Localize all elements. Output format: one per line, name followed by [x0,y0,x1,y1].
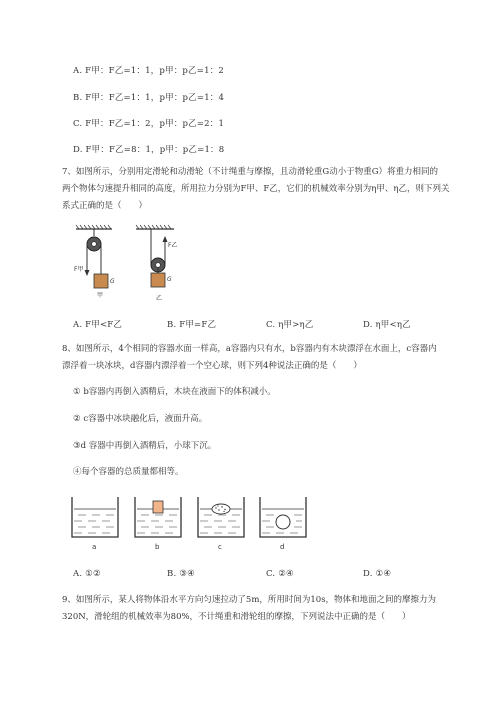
q8-option-d: D. ①④ [363,569,392,579]
q8-option-b: B. ③④ [167,569,195,579]
q8-statement-3: ③d 容器中再倒入酒精后，小球下沉。 [73,441,217,451]
q8-option-a: A. ①② [73,569,101,579]
right-force-label: F乙 [168,242,178,249]
q7-text-line-1: 7、如图所示，分别用定滑轮和动滑轮（不计绳重与摩擦，且动滑轮重G动小于物重G）将重力相同的 [62,167,438,177]
q7-option-d: D. η甲<η乙 [363,320,411,330]
q7-option-c: C. η甲>η乙 [266,320,314,330]
hollow-ball [276,515,290,529]
q8-option-c: C. ②④ [266,569,294,579]
containers-figure [70,493,310,553]
left-weight-label: G [110,278,115,285]
q8-text-line-1: 8、如图所示，4个相同的容器水面一样高，a容器内只有水，b容器内有木块漂浮在水面上，c容器内 [62,344,437,354]
q8-text-line-2: 漂浮着一块冰块，d容器内漂浮着一个空心球，则下列4种说法正确的是（ ） [62,361,362,371]
q9-text-line-2: 320N，滑轮组的机械效率为80%，不计绳重和滑轮组的摩擦，下列说法中正确的是（ ） [62,612,411,622]
container-c [198,497,244,537]
container-d [260,497,306,537]
q6-option-a: A. F甲：F乙=1：1，p甲：p乙=1：2 [73,66,224,76]
left-caption: 甲 [97,292,104,299]
right-caption: 乙 [156,295,163,302]
q8-statement-4: ④每个容器的总质量都相等。 [73,467,184,477]
container-label-c: c [218,543,222,551]
q6-option-c: C. F甲：F乙=1：2，p甲：p乙=2：1 [73,119,225,129]
q7-option-b: B. F甲=F乙 [167,320,217,330]
q7-option-a: A. F甲<F乙 [73,320,123,330]
q6-option-d: D. F甲：F乙=8：1，p甲：p乙=1：8 [73,145,225,155]
q7-text-line-3: 系式正确的是（ ） [62,201,148,211]
pulley-figure [70,222,190,304]
fixed-pulley-diagram [76,225,112,288]
wood-block [153,501,163,513]
q6-option-b: B. F甲：F乙=1：1，p甲：p乙=1：4 [73,93,225,103]
q9-text-line-1: 9、如图所示，某人将物体沿水平方向匀速拉动了5m，所用时间为10s，物体和地面之间的摩擦力为 [62,595,437,605]
container-b [135,497,181,537]
q7-text-line-2: 两个物体匀速提升相同的高度，所用拉力分别为F甲、F乙，它们的机械效率分别为η甲、η乙，则下列关 [62,184,450,194]
container-label-d: d [280,543,285,551]
q8-statement-2: ② c容器中冰块融化后，液面升高。 [73,414,208,424]
ice-block [212,504,230,514]
right-weight-label: G [167,276,172,283]
container-label-b: b [155,543,160,551]
container-a [72,497,118,537]
container-label-a: a [92,543,97,551]
left-force-label: F甲 [74,266,84,273]
q8-statement-1: ① b容器内再倒入酒精后，木块在液面下的体积减小。 [73,387,276,397]
